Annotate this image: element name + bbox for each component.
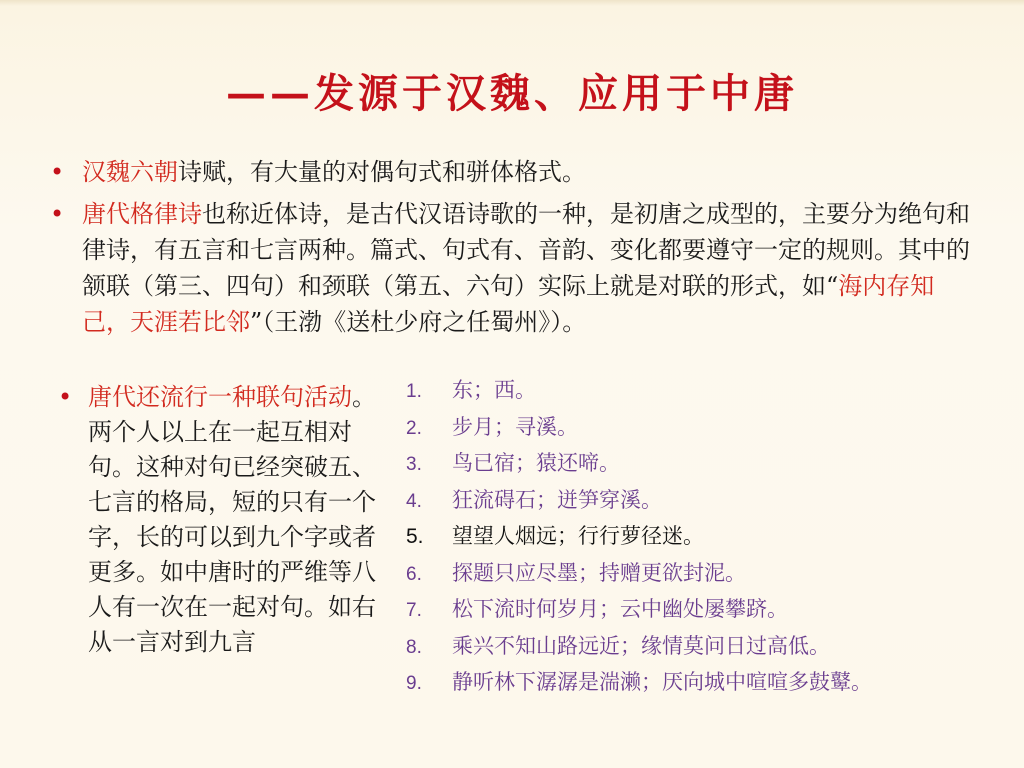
bullet-text: 也称近体诗，是古代汉语诗歌的一种，是初唐之成型的，主要分为绝句和律诗，有五言和七言两种。篇式、句式有、音韵、变化都要遵守一定的规则。其中的颔联（第三、四句）和颈联（第五、六句）实际上就是对联的形式，如“ (82, 200, 970, 300)
list-number: 9. (406, 673, 422, 694)
list-number: 4. (406, 490, 422, 512)
list-item (406, 409, 1006, 446)
bullet-dot-icon: • (50, 200, 65, 228)
list-text: 探题只应尽墨；持赠更欲封泥。 (452, 560, 746, 585)
quote-text: 海内存知己，天涯若比邻 (82, 272, 935, 336)
list-item (406, 664, 1006, 701)
list-text: 狂流碍石；迸笋穿溪。 (452, 487, 662, 512)
list-number: 7. (406, 600, 422, 621)
list-number: 1. (406, 381, 422, 402)
bullet-tang-regulated-verse (50, 196, 982, 340)
list-text: 松下流时何岁月；云中幽处屡攀跻。 (452, 597, 788, 621)
list-item (406, 445, 1006, 482)
list-text: 望望人烟远；行行萝径迷。 (452, 524, 704, 548)
bullet-han-wei (50, 154, 982, 190)
list-item (406, 628, 1006, 665)
list-number: 3. (406, 454, 422, 475)
list-item (406, 482, 1006, 519)
bullet-dot-icon: • (58, 383, 73, 411)
list-item (406, 555, 1006, 592)
list-item (406, 372, 1006, 409)
bullet-text-tail: ”（王渤《送杜少府之任蜀州》）。 (250, 308, 587, 336)
list-text: 鸟已宿；猿还啼。 (452, 451, 620, 475)
slide-top-edge (0, 0, 1024, 6)
highlight-text: 唐代格律诗 (82, 200, 202, 228)
list-number: 2. (406, 417, 422, 439)
list-text: 乘兴不知山路远近；缘情莫问日过高低。 (452, 633, 830, 658)
list-item (406, 518, 1006, 555)
bullet-text: 。两个人以上在一起互相对句。这种对句已经突破五、七言的格局，短的只有一个字，长的可以到九个字或者更多。如中唐时的严维等八人有一次在一起对句。如右从一言对到九言 (88, 383, 376, 656)
list-text: 东；西。 (452, 378, 536, 402)
bullet-dot-icon: • (50, 158, 65, 186)
list-number: 6. (406, 563, 422, 585)
slide-title: ——发源于汉魏、应用于中唐 (226, 70, 798, 117)
highlight-text: 汉魏六朝 (82, 158, 178, 186)
bullet-text: 诗赋，有大量的对偶句式和骈体格式。 (178, 158, 586, 186)
list-text: 步月；寻溪。 (452, 414, 578, 439)
bullet-linked-verse (58, 380, 378, 660)
list-number: 8. (406, 636, 422, 658)
list-number: 5. (406, 525, 424, 548)
couplet-list (406, 372, 1006, 701)
list-text: 静听林下潺潺是湍濑；厌向城中喧喧多鼓鼙。 (452, 670, 872, 694)
list-item (406, 591, 1006, 628)
highlight-text: 唐代还流行一种联句活动 (88, 383, 352, 411)
